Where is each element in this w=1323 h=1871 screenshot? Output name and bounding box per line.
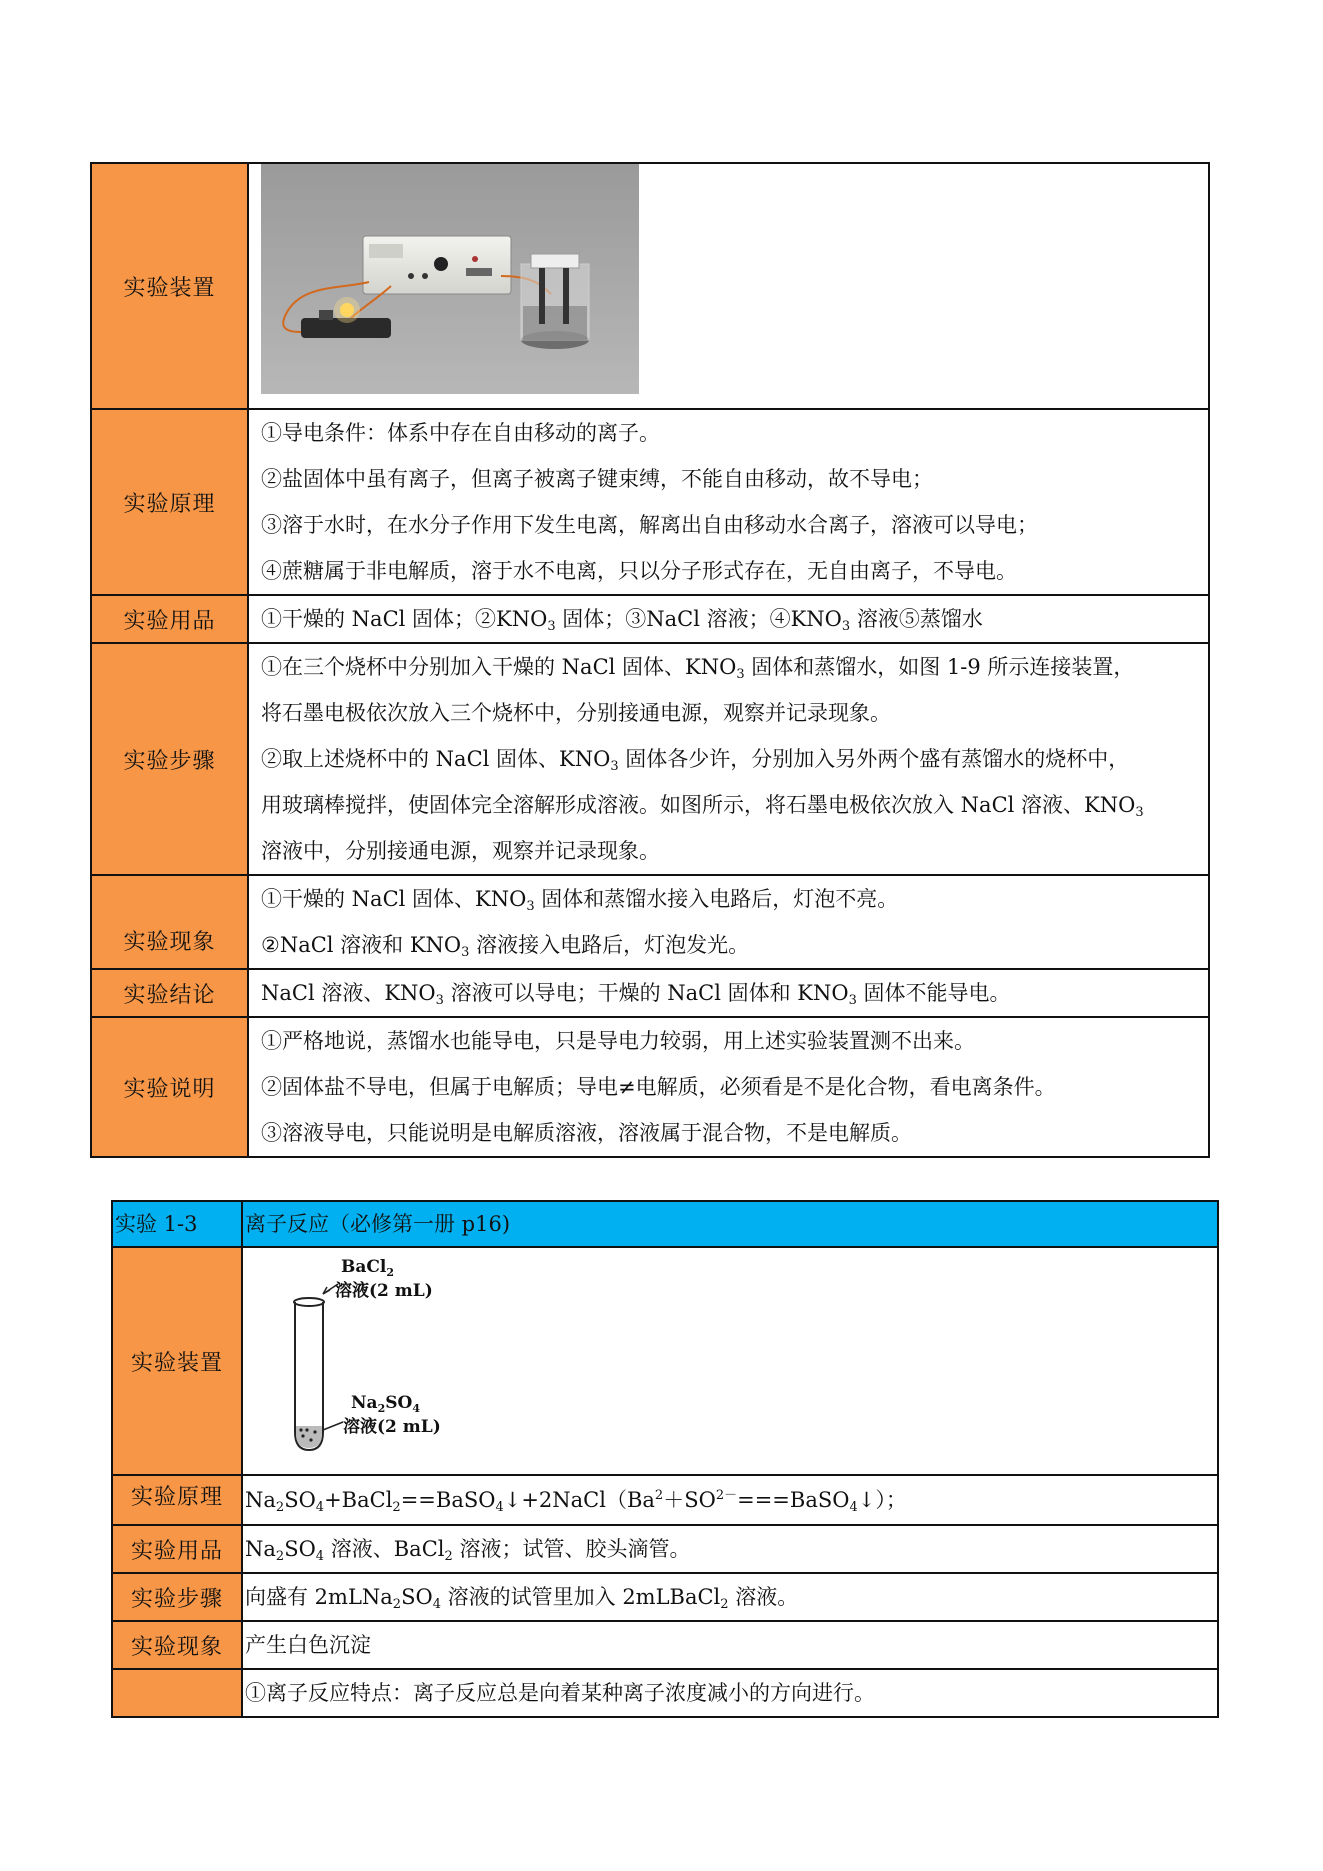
table-row (91, 595, 1209, 643)
text-line: 溶液中，分别接通电源，观察并记录现象。 (261, 839, 660, 863)
text-line: ①干燥的 NaCl 固体、$KNO_3$ 固体和蒸馏水接入电路后，灯泡不亮。 (261, 887, 899, 914)
notes-cell: ①离子反应特点：离子反应总是向着某种离子浓度减小的方向进行。 (242, 1669, 1218, 1717)
row-label: 实验现象 (91, 875, 248, 969)
experiment-title: 离子反应（必修第一册 p16) (242, 1201, 1218, 1247)
text-line: ③溶液导电，只能说明是电解质溶液，溶液属于混合物，不是电解质。 (261, 1121, 912, 1145)
bacl2-label: BaCl$_2$ (341, 1257, 395, 1279)
experiment-table-1 (90, 162, 1210, 1158)
table-row (112, 1525, 1218, 1573)
row-label: 实验用品 (112, 1525, 242, 1573)
text-line: ②NaCl 溶液和 $KNO_3$ 溶液接入电路后，灯泡发光。 (261, 933, 750, 960)
phenomenon-cell: 产生白色沉淀 (242, 1621, 1218, 1669)
row-label (112, 1669, 242, 1717)
row-label: 实验原理 (91, 409, 248, 595)
principle-cell (248, 409, 1209, 595)
row-label: 实验现象 (112, 1621, 242, 1669)
text-line: NaCl 溶液、$KNO_3$ 溶液可以导电；干燥的 NaCl 固体和 $KNO_3$ 固体不能导电。 (261, 981, 1011, 1008)
table-row (91, 163, 1209, 409)
row-label: 实验装置 (91, 163, 248, 409)
text-line: ①导电条件：体系中存在自由移动的离子。 (261, 421, 660, 445)
conductivity-apparatus-photo (261, 164, 639, 394)
text-line: ①干燥的 NaCl 固体；$②KNO_3$ 固体；③NaCl 溶液；$④KNO_3$ 溶液⑤蒸馏水 (261, 607, 983, 634)
row-label: 实验说明 (91, 1017, 248, 1157)
table-row (112, 1669, 1218, 1717)
steps-cell (248, 643, 1209, 875)
text-line: $Na_2SO_4$ 溶液、BaCl$_2$ 溶液；试管、胶头滴管。 (245, 1537, 691, 1564)
row-label: 实验步骤 (112, 1573, 242, 1621)
row-label: 实验装置 (112, 1247, 242, 1475)
experiment-table-2 (111, 1200, 1219, 1718)
text-line: ②盐固体中虽有离子，但离子被离子键束缚，不能自由移动，故不导电； (261, 467, 933, 491)
na2so4-label: $Na_2SO_4$ (351, 1393, 420, 1415)
phenomenon-cell (248, 875, 1209, 969)
table-row (91, 1017, 1209, 1157)
materials-cell (248, 595, 1209, 643)
steps-cell (242, 1573, 1218, 1621)
test-tube-diagram (263, 1254, 453, 1464)
table-row (91, 969, 1209, 1017)
row-label: 实验步骤 (91, 643, 248, 875)
text-line: ④蔗糖属于非电解质，溶于水不电离，只以分子形式存在，无自由离子，不导电。 (261, 559, 1017, 583)
table-row (91, 409, 1209, 595)
experiment-id: 实验 1-3 (112, 1201, 242, 1247)
table-header-row (112, 1201, 1218, 1247)
text-line: 将石墨电极依次放入三个烧杯中，分别接通电源，观察并记录现象。 (261, 701, 891, 725)
table-row (112, 1247, 1218, 1475)
text-line: ②固体盐不导电，但属于电解质；导电≠电解质，必须看是不是化合物，看电离条件。 (261, 1075, 1056, 1099)
table-row (112, 1475, 1218, 1525)
reaction-equation: $Na_2SO_4+BaCl_2==BaSO_4↓+2NaCl(Ba^2+SO^{2-}===BaSO_4↓)$； (245, 1488, 907, 1515)
bacl2-volume: 溶液(2 mL) (335, 1281, 433, 1301)
row-label: 实验结论 (91, 969, 248, 1017)
table-row (112, 1573, 1218, 1621)
table-row (91, 875, 1209, 969)
row-label: 实验用品 (91, 595, 248, 643)
apparatus-cell (242, 1247, 1218, 1475)
text-line: 用玻璃棒搅拌，使固体完全溶解形成溶液。如图所示，将石墨电极依次放入 NaCl 溶液、$KNO_3$ (261, 793, 1144, 820)
na2so4-volume: 溶液(2 mL) (343, 1417, 441, 1437)
table-row (91, 643, 1209, 875)
materials-cell (242, 1525, 1218, 1573)
apparatus-cell (248, 163, 1209, 409)
notes-cell (248, 1017, 1209, 1157)
principle-cell (242, 1475, 1218, 1525)
conclusion-cell (248, 969, 1209, 1017)
row-label: 实验原理 (112, 1475, 242, 1525)
text-line: 向盛有 $2mLNa_2SO_4$ 溶液的试管里加入 2mLBaCl$_2$ 溶液。 (245, 1585, 799, 1612)
text-line: ①严格地说，蒸馏水也能导电，只是导电力较弱，用上述实验装置测不出来。 (261, 1029, 975, 1053)
table-row (112, 1621, 1218, 1669)
text-line: ③溶于水时，在水分子作用下发生电离，解离出自由移动水合离子，溶液可以导电； (261, 513, 1038, 537)
text-line: ②取上述烧杯中的 NaCl 固体、$KNO_3$ 固体各少许，分别加入另外两个盛有蒸馏水的烧杯中， (261, 747, 1130, 774)
text-line: ①在三个烧杯中分别加入干燥的 NaCl 固体、$KNO_3$ 固体和蒸馏水，如图 1-9 所示连接装置， (261, 655, 1135, 682)
